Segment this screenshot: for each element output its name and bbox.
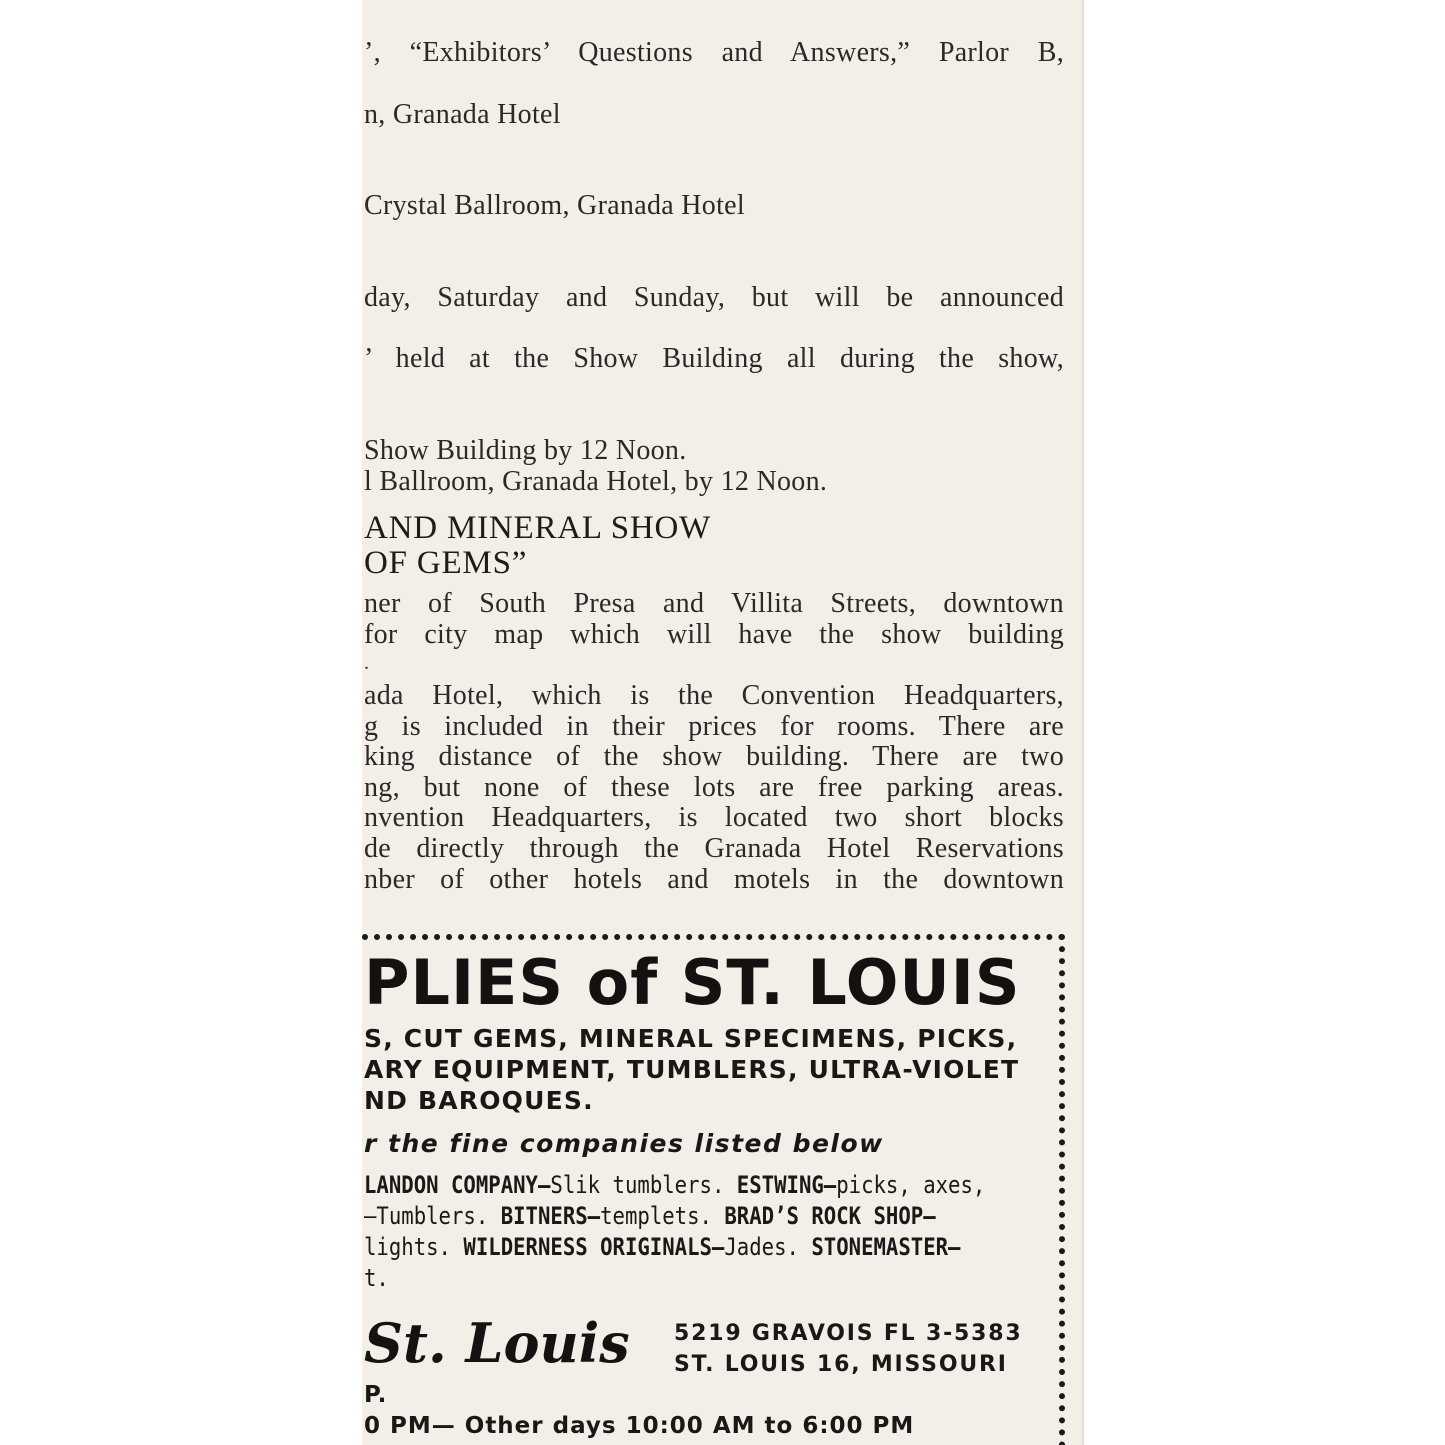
program-line: Crystal Ballroom, Granada Hotel: [364, 190, 745, 221]
company-product: picks, axes,: [836, 1171, 986, 1199]
show-paragraph-line: ner of South Presa and Villita Streets, downtown: [364, 588, 1064, 619]
store-address-line: ST. LOUIS 16, MISSOURI: [674, 1352, 1008, 1377]
company-product: Slik tumblers.: [550, 1171, 737, 1199]
company-product: templets.: [600, 1202, 725, 1230]
show-paragraph-line: nvention Headquarters, is located two short blocks: [364, 802, 1064, 833]
company-name: BRAD’S ROCK SHOP—: [724, 1202, 936, 1230]
ad-companies-line: [364, 1201, 936, 1231]
show-paragraph-line: .: [364, 652, 370, 674]
store-suffix: P.: [364, 1382, 388, 1408]
show-paragraph-line: king distance of the show building. There are two: [364, 741, 1064, 772]
company-product: lights.: [364, 1233, 464, 1261]
ad-products-line: ND BAROQUES.: [364, 1086, 594, 1115]
program-line: l Ballroom, Granada Hotel, by 12 Noon.: [364, 466, 828, 497]
ad-products-line: S, CUT GEMS, MINERAL SPECIMENS, PICKS,: [364, 1024, 1018, 1053]
company-name: ESTWING—: [736, 1171, 837, 1199]
show-paragraph-line: g is included in their prices for rooms. There are: [364, 711, 1064, 742]
store-hours: 0 PM— Other days 10:00 AM to 6:00 PM: [364, 1413, 915, 1439]
company-name: STONEMASTER—: [811, 1233, 961, 1261]
show-paragraph-line: for city map which will have the show building: [364, 619, 1064, 650]
program-line: ’, “Exhibitors’ Questions and Answers,” Parlor B,: [364, 37, 1064, 68]
show-heading: OF GEMS”: [364, 545, 528, 581]
show-heading: AND MINERAL SHOW: [364, 510, 712, 546]
show-paragraph-line: ng, but none of these lots are free parking areas.: [364, 772, 1064, 803]
magazine-clipping: [362, 0, 1084, 1445]
ad-companies-intro: r the fine companies listed below: [364, 1129, 884, 1158]
ad-companies-line: [364, 1232, 960, 1262]
company-product: —Tumblers.: [364, 1202, 501, 1230]
store-name: St. Louis: [364, 1311, 630, 1375]
company-name: LANDON COMPANY—: [364, 1171, 551, 1199]
ad-companies-line: [364, 1263, 389, 1293]
show-paragraph-line: de directly through the Granada Hotel Reservations: [364, 833, 1064, 864]
clipping-content: [362, 0, 1082, 1445]
program-line: Show Building by 12 Noon.: [364, 435, 687, 466]
program-line: day, Saturday and Sunday, but will be announced: [364, 282, 1064, 313]
ad-companies-line: [364, 1170, 985, 1200]
show-paragraph-line: ada Hotel, which is the Convention Headquarters,: [364, 680, 1064, 711]
ad-title: PLIES of ST. LOUIS: [364, 946, 1021, 1019]
program-line: ’ held at the Show Building all during the show,: [364, 343, 1064, 374]
store-address-line: 5219 GRAVOIS FL 3-5383: [674, 1321, 1023, 1346]
show-paragraph-line: nber of other hotels and motels in the downtown: [364, 864, 1064, 895]
company-name: BITNERS—: [500, 1202, 601, 1230]
company-product: t.: [364, 1264, 389, 1292]
company-name: WILDERNESS ORIGINALS—: [463, 1233, 725, 1261]
program-line: n, Granada Hotel: [364, 99, 561, 130]
ad-products-line: ARY EQUIPMENT, TUMBLERS, ULTRA-VIOLET: [364, 1055, 1020, 1084]
company-product: Jades.: [724, 1233, 812, 1261]
